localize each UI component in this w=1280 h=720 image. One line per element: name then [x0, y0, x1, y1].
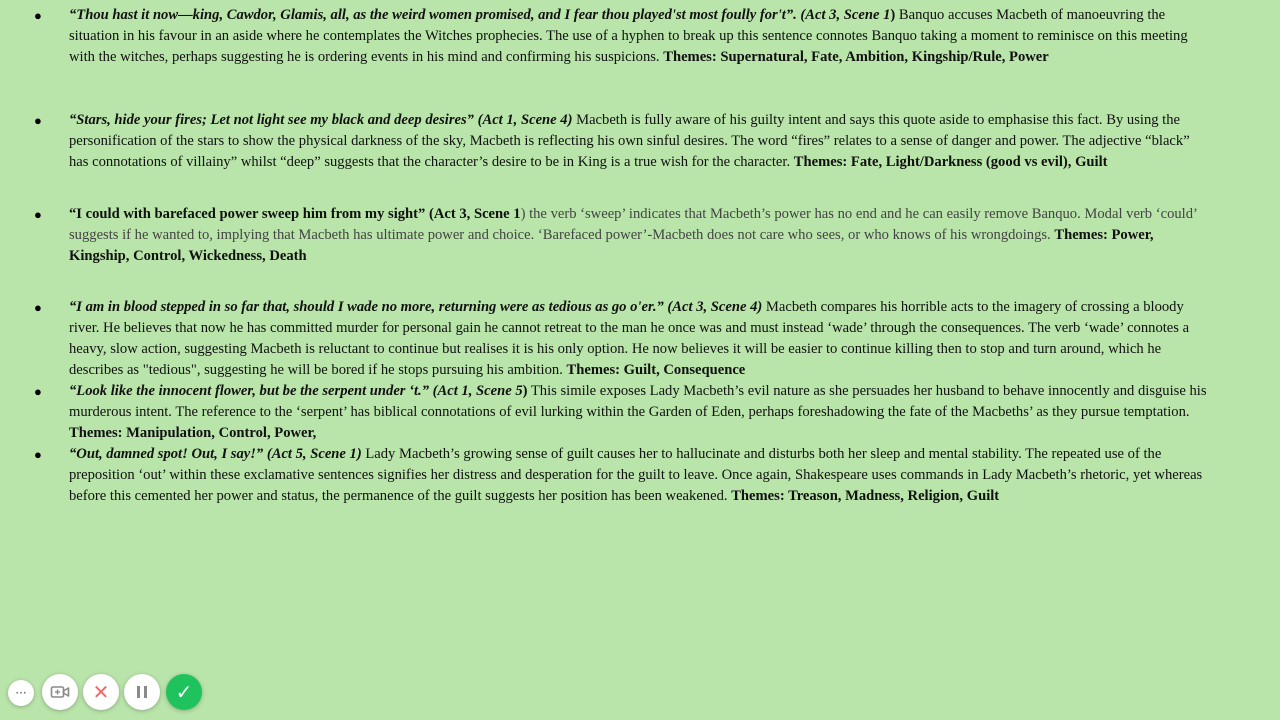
quote: “Look like the innocent flower, but be the serpent under ‘t.” (Act 1, Scene 5: [69, 383, 523, 399]
check-icon: ✓: [175, 680, 193, 704]
finish-recording-button[interactable]: [166, 674, 202, 710]
analysis-text: Macbeth is fully aware of his guilty intent and says this quote aside to emphasise this fact. By using the personification of the stars to show the physical darkness of the sky, Macbeth is reflecting his own sinful desires. The word “fires” relates to a sense of danger and power. The adjective “black” has connotations of villainy” whilst “deep” suggests that the character’s desire to be in King is a true wish for the character.: [69, 112, 1190, 170]
quote: “I am in blood stepped in so far that, should I wade no more, returning were as tedious as go o'er.” (Act 3, Scene 4): [69, 299, 763, 315]
more-icon: ···: [15, 686, 27, 700]
bullet: ●: [34, 447, 42, 462]
bullet: ●: [34, 8, 42, 23]
quote: “Thou hast it now—king, Cawdor, Glamis, all, as the weird women promised, and I fear thou played'st most foully for't”. (Act 3, Scene 1: [69, 7, 891, 23]
themes: Themes: Treason, Madness, Religion, Guilt: [731, 488, 1000, 504]
quote: “Stars, hide your fires; Let not light see my black and deep desires” (Act 1, Scene 4): [69, 112, 573, 128]
list-item: [34, 297, 1209, 381]
themes: Themes: Supernatural, Fate, Ambition, Kingship/Rule, Power: [663, 49, 1049, 65]
analysis-text: the verb ‘sweep’ indicates that Macbeth’s power has no end and he can easily remove Banquo. Modal verb ‘could’ suggests if he wanted to, implying that Macbeth has ultimate power and choice. ‘Barefaced power’-Macbeth does not care who sees, or who knows of his wrongdoings.: [69, 206, 1197, 243]
quote-tail: ): [520, 206, 526, 222]
pause-recording-button[interactable]: [124, 674, 160, 710]
list-item: [34, 204, 1209, 267]
analysis-text: Banquo accuses Macbeth of manoeuvring the situation in his favour in an aside where he contemplates the Witches prophecies. The use of a hyphen to break up this sentence connotes Banquo taking a moment to reminisce on this meeting with the witches, perhaps suggesting he is ordering events in his mind and confirming his suspicions.: [69, 7, 1188, 65]
pause-icon: [135, 684, 149, 700]
themes: Themes: Manipulation, Control, Power,: [69, 425, 317, 441]
themes: Themes: Fate, Light/Darkness (good vs evil), Guilt: [793, 154, 1108, 170]
camera-off-icon: [50, 684, 70, 700]
themes: Themes: Guilt, Consequence: [566, 362, 746, 378]
more-button[interactable]: [8, 680, 34, 706]
list-item: [34, 110, 1209, 173]
close-icon: ✕: [92, 680, 110, 704]
analysis-text: Lady Macbeth’s growing sense of guilt causes her to hallucinate and disturbs both her sleep and mental stability. The repeated use of the preposition ‘out’ within these exclamative sentences signifies her distress and desperation for the guilt to leave. Once again, Shakespeare uses commands in Lady Macbeth’s rhetoric, yet whereas before this cemented her power and status, the permanence of the guilt suggests her position has been weakened.: [69, 446, 1203, 504]
quote: “Out, damned spot! Out, I say!” (Act 5, Scene 1): [69, 446, 362, 462]
list-item: [34, 5, 1209, 68]
list-item: [34, 381, 1209, 444]
bullet: ●: [34, 207, 42, 222]
list-item: [34, 444, 1209, 507]
quote-tail: ): [522, 383, 528, 399]
analysis-text: This simile exposes Lady Macbeth’s evil nature as she persuades her husband to behave innocently and disguise his murderous intent. The reference to the ‘serpent’ has biblical connotations of evil lurking within the Garden of Eden, perhaps foreshadowing the fate of the Macbeths’ as they pursue temptation.: [69, 383, 1207, 420]
analysis-text: Macbeth compares his horrible acts to the imagery of crossing a bloody river. He believes that now he has committed murder for personal gain he cannot retreat to the man he once was and must instead ‘wade’ through the consequences. The verb ‘wade’ connotes a heavy, slow action, suggesting Macbeth is reluctant to continue but realises it is his only option. He now believes it will be easier to continue killing then to stop and turn around, which he describes as "tedious", suggesting he will be bored if he stops pursuing his ambition.: [69, 299, 1190, 378]
quote: “I could with barefaced power sweep him from my sight” (Act 3, Scene 1: [69, 206, 521, 222]
bullet: ●: [34, 300, 42, 315]
bullet: ●: [34, 384, 42, 399]
bullet: ●: [34, 113, 42, 128]
themes: Themes: Power, Kingship, Control, Wickedness, Death: [69, 227, 1154, 264]
quote-tail: ): [890, 7, 896, 23]
cancel-recording-button[interactable]: [83, 674, 119, 710]
camera-toggle-button[interactable]: [42, 674, 78, 710]
